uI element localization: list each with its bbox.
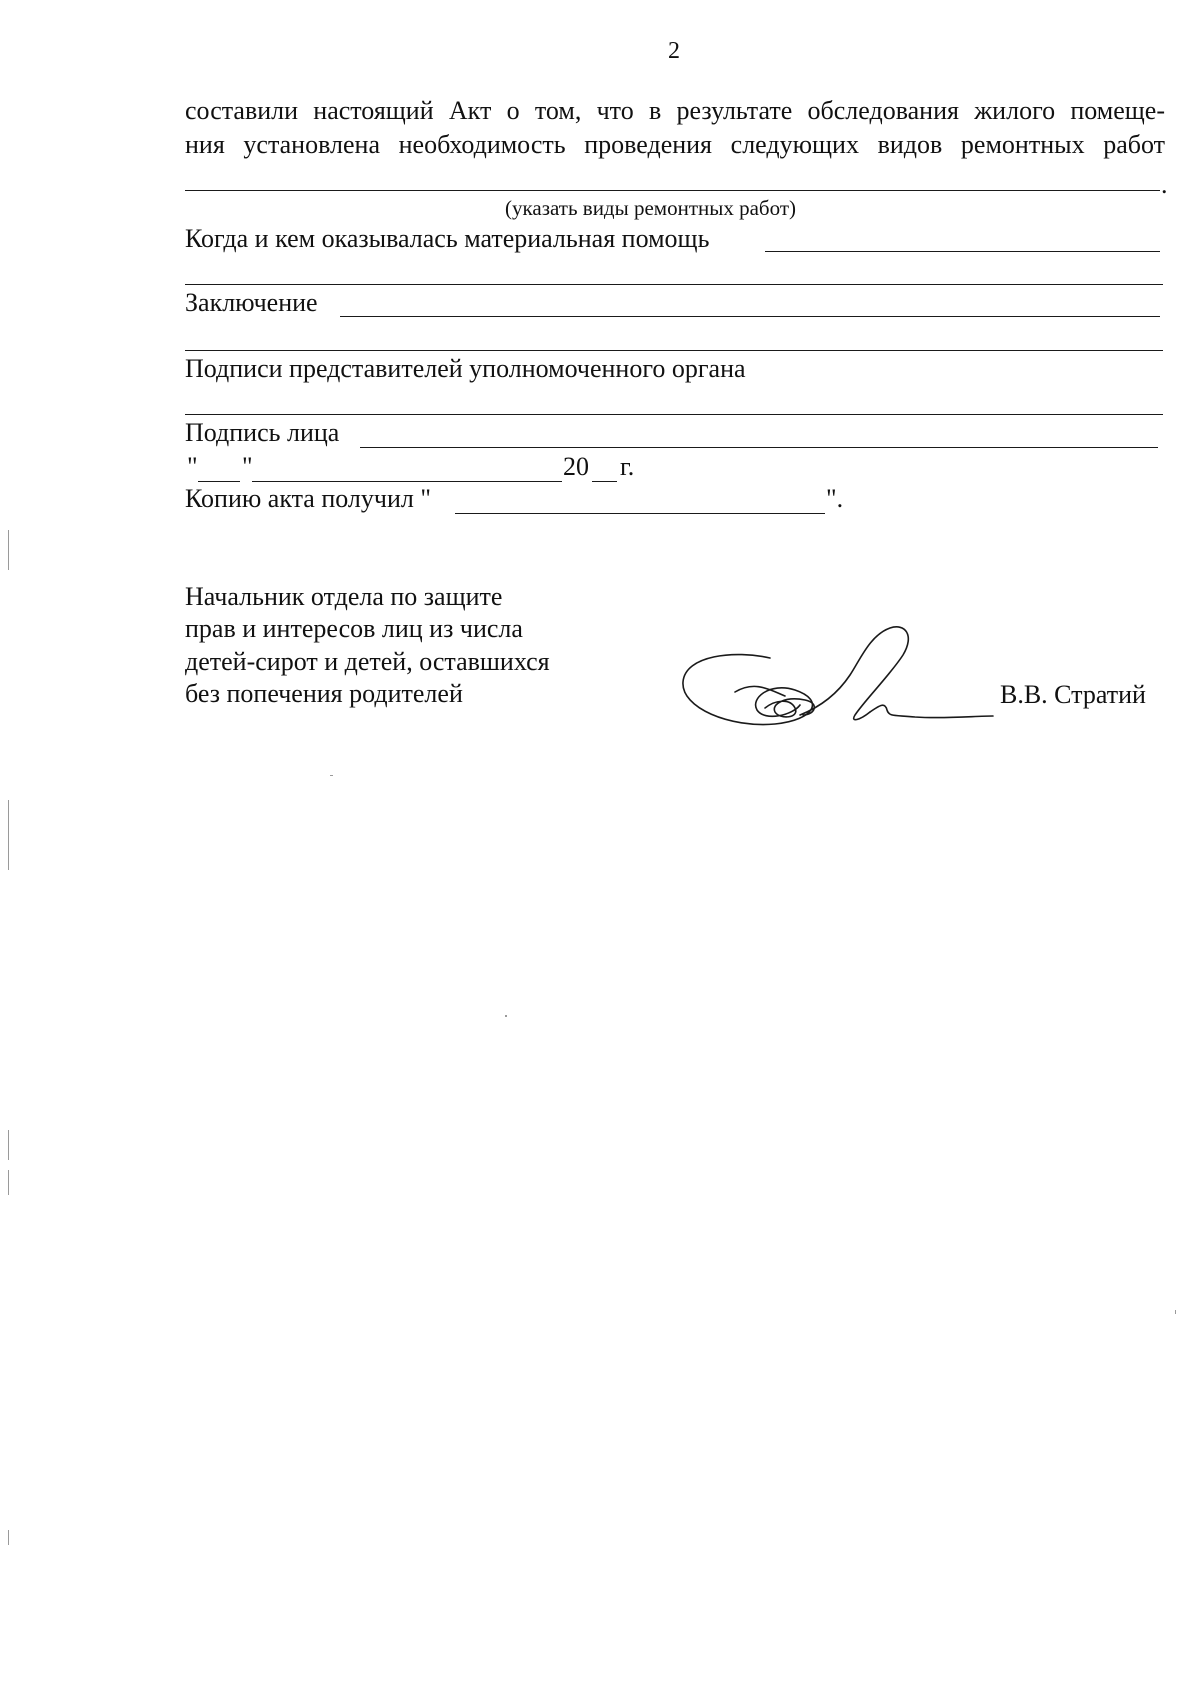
repair-works-hint: (указать виды ремонтных работ) <box>505 196 796 220</box>
officials-signatures-fill-line <box>185 414 1163 415</box>
intro-line-1: составили настоящий Акт о том, что в результате обследования жилого помеще- <box>185 96 1165 125</box>
person-signature-fill-line <box>360 447 1158 448</box>
conclusion-label: Заключение <box>185 288 318 317</box>
conclusion-fill-line-2 <box>185 350 1163 351</box>
scan-artifact <box>8 1530 9 1545</box>
scan-artifact <box>505 1015 507 1017</box>
scan-artifact <box>8 530 9 570</box>
date-year-prefix: 20 <box>563 452 589 481</box>
page-number: 2 <box>668 38 680 64</box>
conclusion-fill-line <box>340 316 1160 317</box>
signatory-name: В.В. Стратий <box>1000 680 1146 709</box>
intro-line-2: ния установлена необходимость проведения следующих видов ремонтных работ <box>185 130 1165 159</box>
date-day-fill-line <box>198 481 240 482</box>
scan-artifact <box>8 1130 9 1160</box>
material-help-fill-line-2 <box>185 284 1163 285</box>
scan-artifact <box>330 775 333 776</box>
scan-artifact <box>8 800 9 870</box>
signatory-title-line-1: Начальник отдела по защите <box>185 582 503 611</box>
material-help-fill-line <box>765 251 1160 252</box>
material-help-label: Когда и кем оказывалась материальная помощь <box>185 224 710 253</box>
handwritten-signature <box>675 620 995 735</box>
signatory-title-line-2: прав и интересов лиц из числа <box>185 614 523 643</box>
copy-received-label: Копию акта получил " <box>185 484 431 513</box>
signatory-title-line-4: без попечения родителей <box>185 679 463 708</box>
scan-artifact <box>1175 1310 1176 1314</box>
officials-signatures-label: Подписи представителей уполномоченного органа <box>185 354 746 383</box>
date-year-suffix: г. <box>620 452 635 481</box>
repair-works-fill-line <box>185 190 1160 191</box>
copy-received-end: ". <box>826 484 844 513</box>
date-month-fill-line <box>252 481 562 482</box>
signatory-title-line-3: детей-сирот и детей, оставшихся <box>185 647 550 676</box>
scan-artifact <box>8 1170 9 1195</box>
person-signature-label: Подпись лица <box>185 418 340 447</box>
date-year-fill-line <box>592 481 617 482</box>
copy-received-fill-line <box>455 513 825 514</box>
date-quote-close: " <box>242 452 253 481</box>
date-quote-open: " <box>187 452 198 481</box>
repair-line-end: . <box>1161 170 1168 199</box>
